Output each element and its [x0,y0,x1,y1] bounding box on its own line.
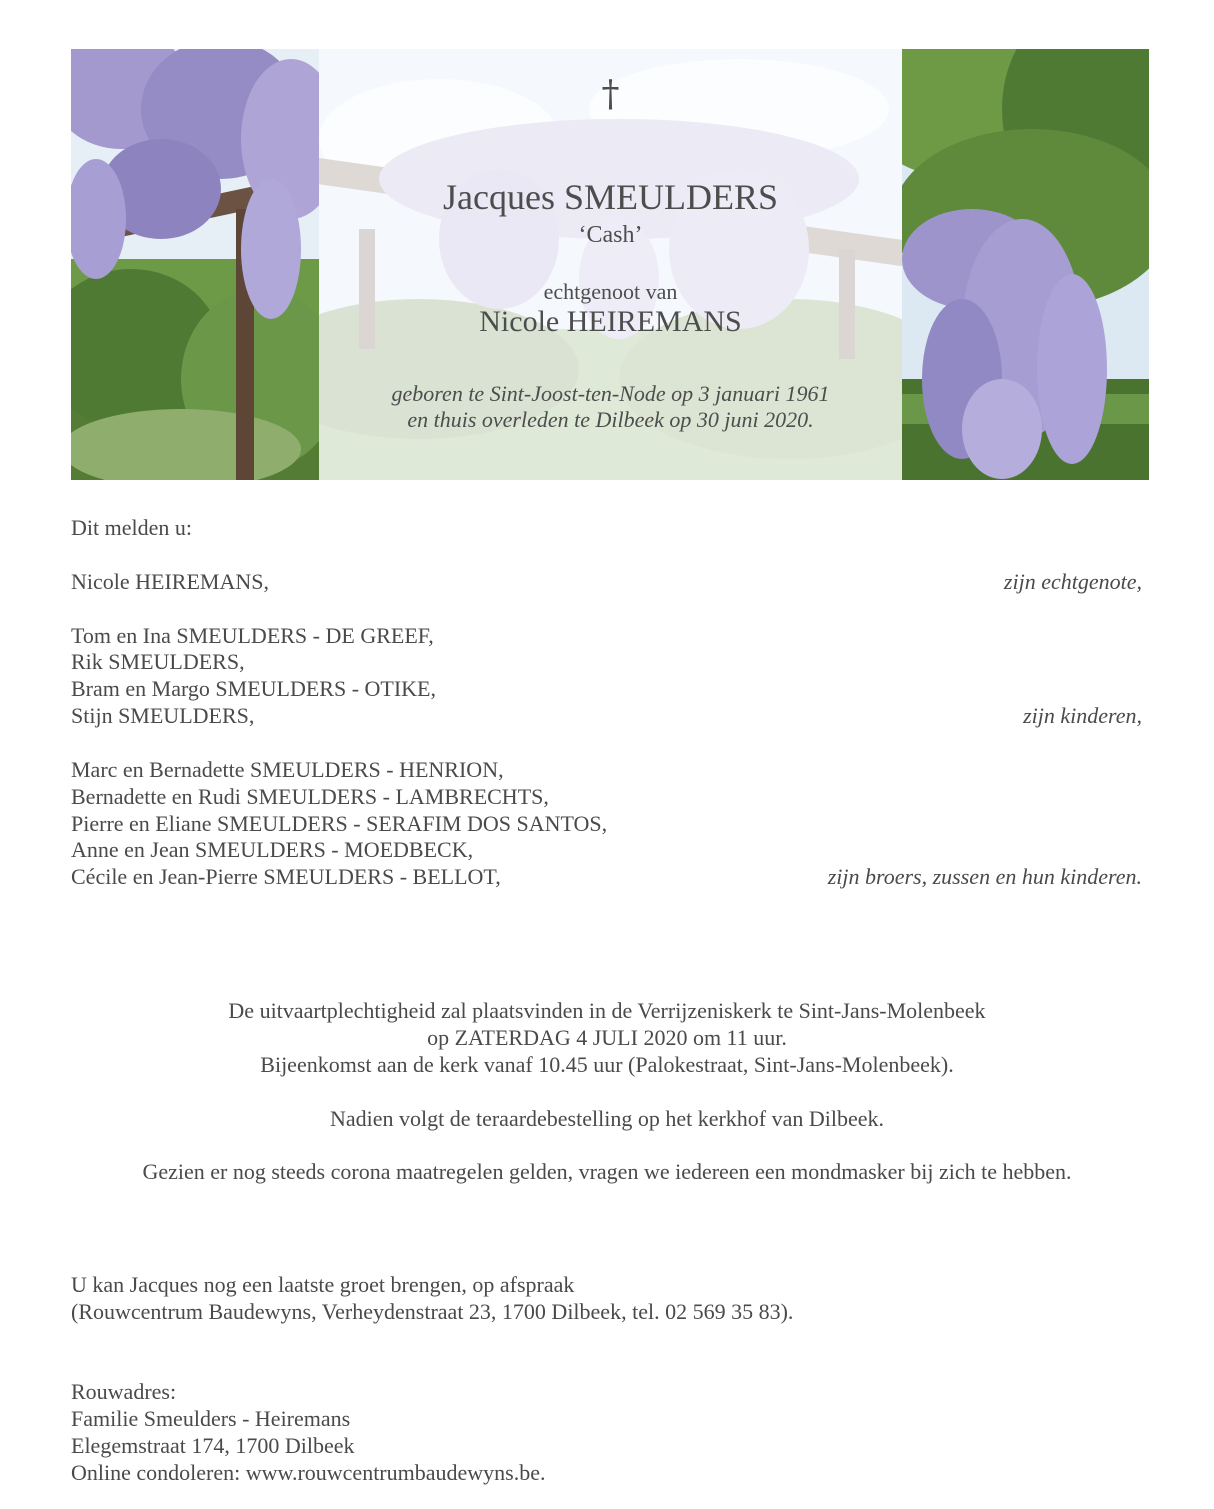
ceremony-line-3: Bijeenkomst aan de kerk vanaf 10.45 uur (Palokestraat, Sint-Jans-Molenbeek). [260,1052,954,1077]
siblings-relation: zijn broers, zussen en hun kinderen. [827,864,1142,889]
sibling-entry: Marc en Bernadette SMEULDERS - HENRION, [71,757,504,782]
burial-text: Nadien volgt de teraardebestelling op het kerkhof van Dilbeek. [329,1106,885,1131]
deceased-name: Jacques SMEULDERS [443,177,778,217]
visit-line-1: U kan Jacques nog een laatste groet brengen, op afspraak [71,1272,575,1297]
visit-line-2: (Rouwcentrum Baudewyns, Verheydenstraat 23, 1700 Dilbeek, tel. 02 569 35 83). [71,1299,794,1324]
child-entry: Stijn SMEULDERS, [71,703,255,728]
wisteria-photo-right [902,49,1149,480]
sibling-entry: Cécile en Jean-Pierre SMEULDERS - BELLOT, [71,864,501,889]
header-banner [71,49,1149,480]
address-street: Elegemstraat 174, 1700 Dilbeek [71,1433,355,1458]
nickname: ‘Cash’ [578,222,643,248]
header-text-block [319,49,902,480]
child-entry: Rik SMEULDERS, [71,649,245,674]
ceremony-line-1: De uitvaartplechtigheid zal plaatsvinden in de Verrijzeniskerk te Sint-Jans-Molenbeek [228,998,986,1023]
online-condolence: Online condoleren: www.rouwcentrumbaudewyns.be. [71,1460,546,1485]
child-entry: Bram en Margo SMEULDERS - OTIKE, [71,676,436,701]
sibling-entry: Anne en Jean SMEULDERS - MOEDBECK, [71,837,474,862]
intro-text: Dit melden u: [71,515,192,540]
cross-icon: † [601,74,620,115]
death-line: en thuis overleden te Dilbeek op 30 juni 2020. [407,407,814,432]
address-label: Rouwadres: [71,1379,177,1404]
ceremony-line-2: op ZATERDAG 4 JULI 2020 om 11 uur. [427,1025,787,1050]
children-relation: zijn kinderen, [1023,703,1142,728]
spouse-entry: Nicole HEIREMANS, [71,569,269,594]
address-family: Familie Smeulders - Heiremans [71,1406,351,1431]
birth-line: geboren te Sint-Joost-ten-Node op 3 januari 1961 [391,381,830,406]
corona-notice: Gezien er nog steeds corona maatregelen gelden, vragen we iedereen een mondmasker bij zich te hebben. [142,1159,1072,1184]
sibling-entry: Bernadette en Rudi SMEULDERS - LAMBRECHTS, [71,784,549,809]
child-entry: Tom en Ina SMEULDERS - DE GREEF, [71,623,434,648]
spouse-name: Nicole HEIREMANS [479,305,742,338]
wisteria-photo-left [71,49,319,480]
spouse-relation: zijn echtgenote, [1003,569,1142,594]
sibling-entry: Pierre en Eliane SMEULDERS - SERAFIM DOS SANTOS, [71,811,608,836]
spouse-label: echtgenoot van [543,279,678,304]
